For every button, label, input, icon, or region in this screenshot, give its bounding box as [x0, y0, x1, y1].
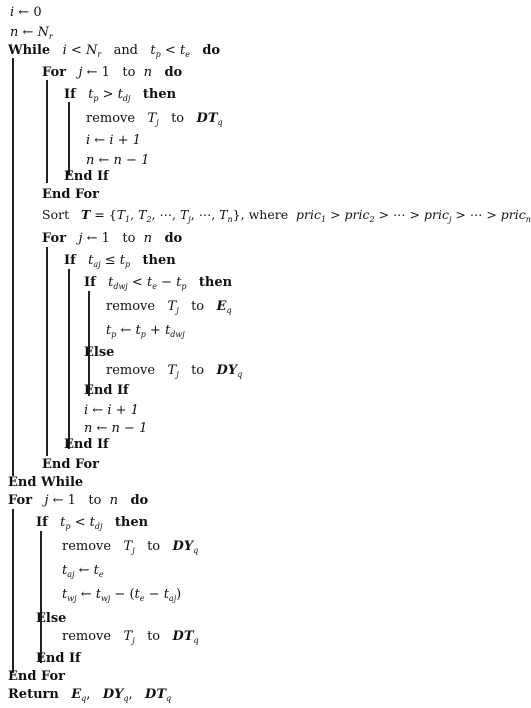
line-init-n: n ← $N_r$ [10, 25, 53, 41]
line-for-2: For j ← 1 to n do [42, 231, 183, 246]
line-for-3: For j ← 1 to n do [8, 493, 149, 508]
line-end-for-1: End For [42, 187, 100, 202]
line-else-2: Else [36, 611, 67, 626]
for3-scope-bar [12, 509, 14, 673]
line-remove-e: remove $T_j$ to $E_q$ [106, 299, 232, 315]
if4-scope-bar [40, 531, 42, 663]
line-if-3: If $t_{dwj} < t_e - t_p$ then [84, 275, 233, 291]
line-remove-dy-1: remove $T_j$ to $DY_q$ [106, 363, 243, 379]
if1-scope-bar [68, 102, 70, 175]
line-remove-dy-2: remove $T_j$ to $DY_q$ [62, 539, 199, 555]
line-update-twj: $t_{wj}$ ← $t_{wj} - (t_e - t_{aj})$ [62, 587, 182, 603]
line-if-1: If $t_p > t_{dj}$ then [64, 87, 177, 103]
for2-scope-bar [46, 247, 48, 456]
line-decrement-n-2: n ← n − 1 [84, 421, 148, 436]
while-scope-bar [12, 58, 14, 476]
for1-scope-bar [46, 80, 48, 183]
line-if-4: If $t_p < t_{dj}$ then [36, 515, 149, 531]
line-update-tp: $t_p$ ← $t_p + t_{dwj}$ [106, 323, 185, 339]
line-init-i: i ← 0 [10, 5, 42, 20]
line-end-for-3: End For [8, 669, 66, 684]
line-end-if-4: End If [36, 651, 81, 666]
line-end-if-3: End If [84, 383, 129, 398]
line-if-2: If $t_{aj} \le t_p$ then [64, 253, 176, 269]
line-decrement-n-1: n ← n − 1 [86, 153, 150, 168]
line-end-if-2: End If [64, 437, 109, 452]
if2-scope-bar [68, 269, 70, 449]
line-sort: Sort $T = \{T_1$, $T_2$, ⋯, $T_j$, ⋯, $T_n$}, where pric$_1$ > pric$_2$ > ⋯ > pric$_j$ > ⋯ > pric$_n$ [42, 207, 531, 224]
line-else-1: Else [84, 345, 115, 360]
line-while: While $i < N_r$ and $t_p < t_e$ do [8, 43, 221, 59]
line-end-while: End While [8, 475, 84, 490]
line-end-if-1: End If [64, 169, 109, 184]
line-set-taj: $t_{aj}$ ← $t_e$ [62, 563, 104, 579]
line-return: Return $E_q$, $DY_q$, $DT_q$ [8, 687, 172, 703]
line-for-1: For j ← 1 to n do [42, 65, 183, 80]
line-remove-dt-2: remove $T_j$ to $DT_q$ [62, 629, 199, 645]
line-increment-i-1: i ← i + 1 [86, 133, 141, 148]
line-end-for-2: End For [42, 457, 100, 472]
line-increment-i-2: i ← i + 1 [84, 403, 139, 418]
line-remove-dt-1: remove $T_j$ to $DT_q$ [86, 111, 223, 127]
